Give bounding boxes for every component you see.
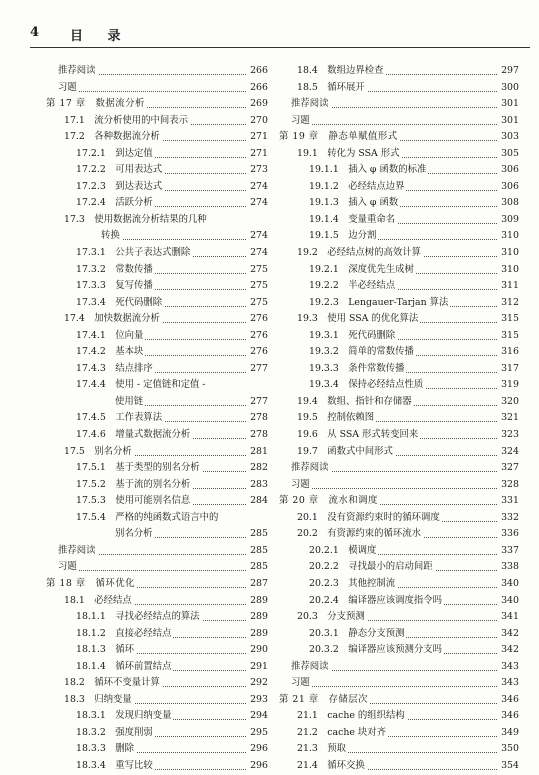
toc-entry	[58, 245, 268, 262]
toc-entry	[291, 642, 519, 659]
toc-entry-title: 17.4.4 使用 - 定值链和定值 -	[76, 377, 207, 394]
toc-entry-page: 331	[497, 493, 519, 510]
toc-entry	[291, 559, 519, 576]
toc-entry	[291, 410, 519, 427]
toc-entry-page: 289	[246, 593, 268, 610]
toc-entry-page: 275	[246, 262, 268, 279]
toc-entry	[58, 129, 268, 146]
toc-entry-page: 343	[497, 675, 519, 692]
dot-leader	[291, 124, 497, 125]
toc-entry-title: 17.1 流分析使用的中间表示	[64, 113, 190, 130]
toc-entry-page: 342	[497, 626, 519, 643]
toc-entry-page: 328	[497, 477, 519, 494]
toc-entry-page: 300	[497, 80, 519, 97]
toc-entry	[291, 361, 519, 378]
toc-entry	[291, 477, 519, 494]
toc-entry-title: 19.1.4 变量重命名	[309, 212, 397, 229]
toc-entry-page: 320	[497, 394, 519, 411]
toc-entry	[291, 195, 519, 212]
toc-entry-page: 274	[246, 195, 268, 212]
toc-entry-page: 343	[497, 659, 519, 676]
toc-entry-title: 第 19 章 静态单赋值形式	[279, 129, 400, 146]
toc-entry	[58, 146, 268, 163]
toc-entry-page: 305	[497, 146, 519, 163]
toc-entry-page: 289	[246, 609, 268, 626]
toc-entry-page: 349	[497, 725, 519, 742]
toc-entry-page: 309	[497, 212, 519, 229]
toc-entry	[58, 526, 268, 543]
toc-entry-page: 312	[497, 295, 519, 312]
toc-entry-title: 19.2.2 半必经结点	[309, 278, 397, 295]
toc-entry-page: 306	[497, 179, 519, 196]
toc-entry-title: 19.4 数组、指针和存储器	[297, 394, 414, 411]
toc-entry	[291, 460, 519, 477]
toc-entry-page: 346	[497, 692, 519, 709]
toc-entry-page: 340	[497, 576, 519, 593]
toc-entry-title: 18.1.1 寻找必经结点的算法	[76, 609, 202, 626]
toc-entry-title: 21.1 cache 的组织结构	[297, 708, 407, 725]
toc-entry-page: 327	[497, 460, 519, 477]
toc-entry-title: 转换	[101, 228, 122, 245]
toc-entry-page: 317	[497, 361, 519, 378]
header-rule	[30, 47, 530, 48]
toc-entry-page: 291	[246, 659, 268, 676]
toc-entry-page: 276	[246, 328, 268, 345]
toc-entry	[291, 80, 519, 97]
toc-entry	[291, 113, 519, 130]
toc-entry	[58, 543, 268, 560]
toc-entry	[58, 708, 268, 725]
toc-entry-page: 346	[497, 708, 519, 725]
toc-entry-page: 324	[497, 444, 519, 461]
dot-leader	[101, 239, 246, 240]
toc-entry-title: 21.2 cache 块对齐	[297, 725, 388, 742]
toc-entry-title: 18.1.3 循环	[76, 642, 136, 659]
toc-entry-title: 18.1.2 直接必经结点	[76, 626, 173, 643]
toc-entry-page: 271	[246, 129, 268, 146]
toc-entry-title: 推荐阅读	[58, 63, 98, 80]
toc-entry-page: 274	[246, 245, 268, 262]
toc-entry-page: 285	[246, 559, 268, 576]
toc-entry-title: 19.3.1 死代码删除	[309, 328, 397, 345]
toc-entry-title: 18.3.1 发现归纳变量	[76, 708, 173, 725]
toc-entry-page: 284	[246, 493, 268, 510]
toc-entry-page: 266	[246, 80, 268, 97]
toc-entry-page: 269	[246, 96, 268, 113]
toc-entry	[58, 609, 268, 626]
toc-entry	[291, 543, 519, 560]
toc-entry	[291, 278, 519, 295]
toc-entry-title: 17.2.4 活跃分析	[76, 195, 155, 212]
toc-entry-page: 289	[246, 626, 268, 643]
toc-entry-page: 336	[497, 526, 519, 543]
toc-entry	[58, 510, 268, 527]
toc-entry-title: 19.2 必经结点树的高效计算	[297, 245, 423, 262]
toc-entry	[291, 262, 519, 279]
toc-entry-title: 19.1.2 必经结点边界	[309, 179, 406, 196]
toc-entry-page: 342	[497, 642, 519, 659]
toc-entry-page: 316	[497, 344, 519, 361]
toc-entry-page: 341	[497, 609, 519, 626]
toc-chapter-entry	[46, 96, 268, 113]
toc-entry-title: 19.1.1 插入 φ 函数的标准	[309, 162, 428, 179]
toc-entry	[58, 675, 268, 692]
toc-entry-title: 20.2.4 编译器应该调度指令吗	[309, 593, 444, 610]
toc-entry-title: 19.1 转化为 SSA 形式	[297, 146, 402, 163]
toc-entry	[58, 493, 268, 510]
toc-entry	[58, 295, 268, 312]
toc-entry-page: 350	[497, 741, 519, 758]
toc-entry-page: 285	[246, 543, 268, 560]
toc-entry-page: 271	[246, 146, 268, 163]
toc-entry-title: 17.5 别名分析	[64, 444, 134, 461]
toc-entry-title: 第 21 章 存储层次	[279, 692, 370, 709]
toc-entry	[291, 510, 519, 527]
toc-entry	[291, 659, 519, 676]
toc-entry-page: 310	[497, 262, 519, 279]
toc-entry-title: 习题	[291, 113, 312, 130]
toc-entry-page: 276	[246, 344, 268, 361]
toc-entry	[58, 559, 268, 576]
toc-entry-page: 323	[497, 427, 519, 444]
toc-entry	[58, 659, 268, 676]
toc-entry	[58, 477, 268, 494]
toc-entry-title: 17.3.4 死代码删除	[76, 295, 164, 312]
toc-entry	[291, 162, 519, 179]
toc-entry-title: 20.2 有资源约束的循环流水	[297, 526, 423, 543]
toc-entry	[58, 377, 268, 394]
toc-entry	[291, 295, 519, 312]
toc-entry	[58, 80, 268, 97]
toc-entry-page: 301	[497, 113, 519, 130]
toc-entry-page: 337	[497, 543, 519, 560]
toc-entry-page: 270	[246, 113, 268, 130]
toc-entry-page: 295	[246, 725, 268, 742]
toc-entry	[58, 311, 268, 328]
toc-entry	[291, 708, 519, 725]
toc-entry-page: 294	[246, 708, 268, 725]
toc-entry-title: 18.3.2 强度削弱	[76, 725, 155, 742]
page-header	[30, 25, 530, 49]
toc-entry-title: 19.1.3 插入 φ 函数	[309, 195, 400, 212]
toc-entry	[291, 179, 519, 196]
dot-leader	[58, 570, 246, 571]
toc-entry-title: 20.3 分支预测	[297, 609, 367, 626]
toc-entry-title: 17.2.1 到达定值	[76, 146, 155, 163]
toc-entry-page: 266	[246, 63, 268, 80]
toc-entry-title: 17.2.3 到达表达式	[76, 179, 164, 196]
toc-entry	[291, 63, 519, 80]
toc-entry-title: 18.3.4 重写比较	[76, 758, 155, 775]
toc-entry	[291, 146, 519, 163]
toc-entry-page: 275	[246, 278, 268, 295]
toc-entry	[58, 113, 268, 130]
running-title: 目 录	[70, 29, 131, 44]
toc-entry	[291, 311, 519, 328]
toc-entry-title: 第 20 章 流水和调度	[279, 493, 380, 510]
toc-entry-page: 274	[246, 179, 268, 196]
toc-entry-page: 276	[246, 311, 268, 328]
toc-entry-title: 第 18 章 循环优化	[46, 576, 137, 593]
toc-entry-title: 19.2.1 深度优先生成树	[309, 262, 416, 279]
toc-entry	[58, 692, 268, 709]
toc-entry-title: 18.2 循环不变量计算	[64, 675, 162, 692]
toc-entry-title: 17.4.2 基本块	[76, 344, 145, 361]
toc-entry-title: 19.6 从 SSA 形式转变回来	[297, 427, 420, 444]
toc-entry-page: 274	[246, 228, 268, 245]
toc-entry-title: 第 17 章 数据流分析	[46, 96, 147, 113]
toc-right-column	[279, 63, 519, 775]
toc-entry-title: 20.3.2 编译器应该预测分支吗	[309, 642, 444, 659]
toc-entry-title: 19.3.2 简单的常数传播	[309, 344, 416, 361]
toc-entry-title: 20.3.1 静态分支预测	[309, 626, 406, 643]
toc-entry-title: 19.1.5 边分割	[309, 228, 378, 245]
toc-entry-page: 315	[497, 328, 519, 345]
toc-entry-title: 17.4.5 工作表算法	[76, 410, 164, 427]
toc-entry-title: 19.5 控制依赖图	[297, 410, 376, 427]
toc-entry	[291, 394, 519, 411]
toc-entry	[291, 344, 519, 361]
toc-entry-title: 习题	[291, 477, 312, 494]
page-number: 4	[30, 25, 40, 40]
toc-entry	[58, 361, 268, 378]
toc-entry-title: 18.5 循环展开	[297, 80, 367, 97]
toc-entry-title: 20.1 没有资源约束时的循环调度	[297, 510, 442, 527]
toc-entry-title: 18.4 数组边界检查	[297, 63, 386, 80]
toc-entry-page: 303	[497, 129, 519, 146]
toc-entry-title: 17.2 各种数据流分析	[64, 129, 162, 146]
toc-entry-title: 17.5.4 严格的纯函数式语言中的	[76, 510, 220, 527]
toc-entry	[58, 725, 268, 742]
toc-entry-title: 17.4.1 位向量	[76, 328, 145, 345]
toc-entry	[58, 626, 268, 643]
toc-entry-page: 332	[497, 510, 519, 527]
toc-entry-title: 17.3.3 复写传播	[76, 278, 155, 295]
toc-entry	[291, 245, 519, 262]
toc-entry-page: 319	[497, 377, 519, 394]
toc-entry-title: 17.5.3 使用可能别名信息	[76, 493, 192, 510]
toc-entry-title: 18.1.4 循环前置结点	[76, 659, 173, 676]
toc-entry	[291, 609, 519, 626]
dot-leader	[291, 686, 497, 687]
toc-entry	[58, 593, 268, 610]
toc-chapter-entry	[279, 692, 519, 709]
toc-entry	[58, 63, 268, 80]
toc-entry-page: 310	[497, 228, 519, 245]
toc-entry	[58, 278, 268, 295]
toc-entry	[58, 741, 268, 758]
toc-entry-page: 310	[497, 245, 519, 262]
toc-entry-title: 推荐阅读	[291, 96, 331, 113]
toc-entry	[291, 526, 519, 543]
dot-leader	[58, 91, 246, 92]
toc-entry	[58, 344, 268, 361]
toc-entry-title: 17.4.6 增量式数据流分析	[76, 427, 192, 444]
toc-entry	[291, 444, 519, 461]
toc-entry	[291, 741, 519, 758]
toc-entry-title: 17.3 使用数据流分析结果的几种	[64, 212, 209, 229]
toc-entry-title: 17.4.3 结点排序	[76, 361, 155, 378]
toc-entry	[291, 675, 519, 692]
toc-entry	[291, 212, 519, 229]
toc-entry-title: 推荐阅读	[291, 460, 331, 477]
toc-entry-page: 301	[497, 96, 519, 113]
toc-entry-title: 21.3 预取	[297, 741, 348, 758]
toc-entry-page: 293	[246, 692, 268, 709]
toc-entry	[58, 444, 268, 461]
toc-entry	[58, 460, 268, 477]
toc-entry-title: 19.2.3 Lengauer-Tarjan 算法	[309, 295, 450, 312]
toc-chapter-entry	[279, 493, 519, 510]
toc-entry-page: 277	[246, 361, 268, 378]
toc-entry	[291, 593, 519, 610]
toc-entry	[291, 725, 519, 742]
toc-entry-page: 311	[497, 278, 519, 295]
toc-entry-page: 297	[497, 63, 519, 80]
toc-entry-page: 275	[246, 295, 268, 312]
toc-entry-page: 292	[246, 675, 268, 692]
toc-entry-page: 354	[497, 758, 519, 775]
toc-entry-title: 习题	[58, 559, 79, 576]
toc-entry	[291, 427, 519, 444]
toc-entry	[58, 758, 268, 775]
toc-entry	[58, 642, 268, 659]
toc-entry-page: 338	[497, 559, 519, 576]
toc-entry-title: 18.1 必经结点	[64, 593, 134, 610]
toc-entry-title: 20.2.3 其他控制流	[309, 576, 397, 593]
toc-entry-title: 18.3.3 删除	[76, 741, 136, 758]
toc-entry-title: 17.3.2 常数传播	[76, 262, 155, 279]
toc-entry	[58, 262, 268, 279]
toc-entry-title: 18.3 归纳变量	[64, 692, 134, 709]
toc-entry-title: 别名分析	[115, 526, 155, 543]
toc-entry	[291, 576, 519, 593]
toc-entry-page: 287	[246, 576, 268, 593]
toc-entry-title: 17.5.2 基于流的别名分析	[76, 477, 192, 494]
toc-chapter-entry	[46, 576, 268, 593]
toc-entry-page: 281	[246, 444, 268, 461]
toc-left-column	[46, 63, 268, 775]
toc-entry-title: 推荐阅读	[291, 659, 331, 676]
toc-entry-page: 278	[246, 410, 268, 427]
toc-entry	[58, 427, 268, 444]
toc-entry	[291, 228, 519, 245]
toc-entry-title: 推荐阅读	[58, 543, 98, 560]
toc-entry-page: 282	[246, 460, 268, 477]
toc-entry-page: 278	[246, 427, 268, 444]
toc-entry-page: 290	[246, 642, 268, 659]
toc-entry-page: 315	[497, 311, 519, 328]
toc-entry-title: 使用链	[115, 394, 145, 411]
toc-entry	[291, 96, 519, 113]
toc-entry-title: 17.4 加快数据流分析	[64, 311, 162, 328]
toc-entry	[58, 328, 268, 345]
toc-entry	[58, 162, 268, 179]
toc-entry	[58, 195, 268, 212]
toc-entry-title: 21.4 循环交换	[297, 758, 367, 775]
dot-leader	[291, 488, 497, 489]
toc-entry	[291, 377, 519, 394]
toc-entry-title: 19.3.3 条件常数传播	[309, 361, 406, 378]
toc-entry-title: 习题	[291, 675, 312, 692]
toc-entry-title: 19.3 使用 SSA 的优化算法	[297, 311, 420, 328]
toc-entry	[291, 328, 519, 345]
toc-entry	[58, 212, 268, 229]
toc-entry-title: 17.5.1 基于类型的别名分析	[76, 460, 202, 477]
toc-entry-title: 17.3.1 公共子表达式删除	[76, 245, 192, 262]
toc-entry-title: 20.2.2 寻找最小的启动间距	[309, 559, 435, 576]
toc-entry-page: 296	[246, 758, 268, 775]
toc-entry-title: 习题	[58, 80, 79, 97]
toc-entry-title: 19.7 函数式中间形式	[297, 444, 395, 461]
toc-entry	[58, 228, 268, 245]
toc-chapter-entry	[279, 129, 519, 146]
toc-entry-page: 308	[497, 195, 519, 212]
toc-entry-page: 277	[246, 394, 268, 411]
toc-entry-title: 19.3.4 保持必经结点性质	[309, 377, 425, 394]
toc-entry-page: 283	[246, 477, 268, 494]
toc-entry-title: 20.2.1 模调度	[309, 543, 378, 560]
toc-entry	[58, 394, 268, 411]
toc-entry-page: 285	[246, 526, 268, 543]
toc-entry-page: 296	[246, 741, 268, 758]
toc-entry	[58, 410, 268, 427]
toc-entry-page: 321	[497, 410, 519, 427]
toc-entry-page: 273	[246, 162, 268, 179]
toc-entry	[291, 758, 519, 775]
toc-entry-page: 306	[497, 162, 519, 179]
toc-entry-title: 17.2.2 可用表达式	[76, 162, 164, 179]
toc-entry	[291, 626, 519, 643]
toc-entry-page: 340	[497, 593, 519, 610]
toc-entry	[58, 179, 268, 196]
